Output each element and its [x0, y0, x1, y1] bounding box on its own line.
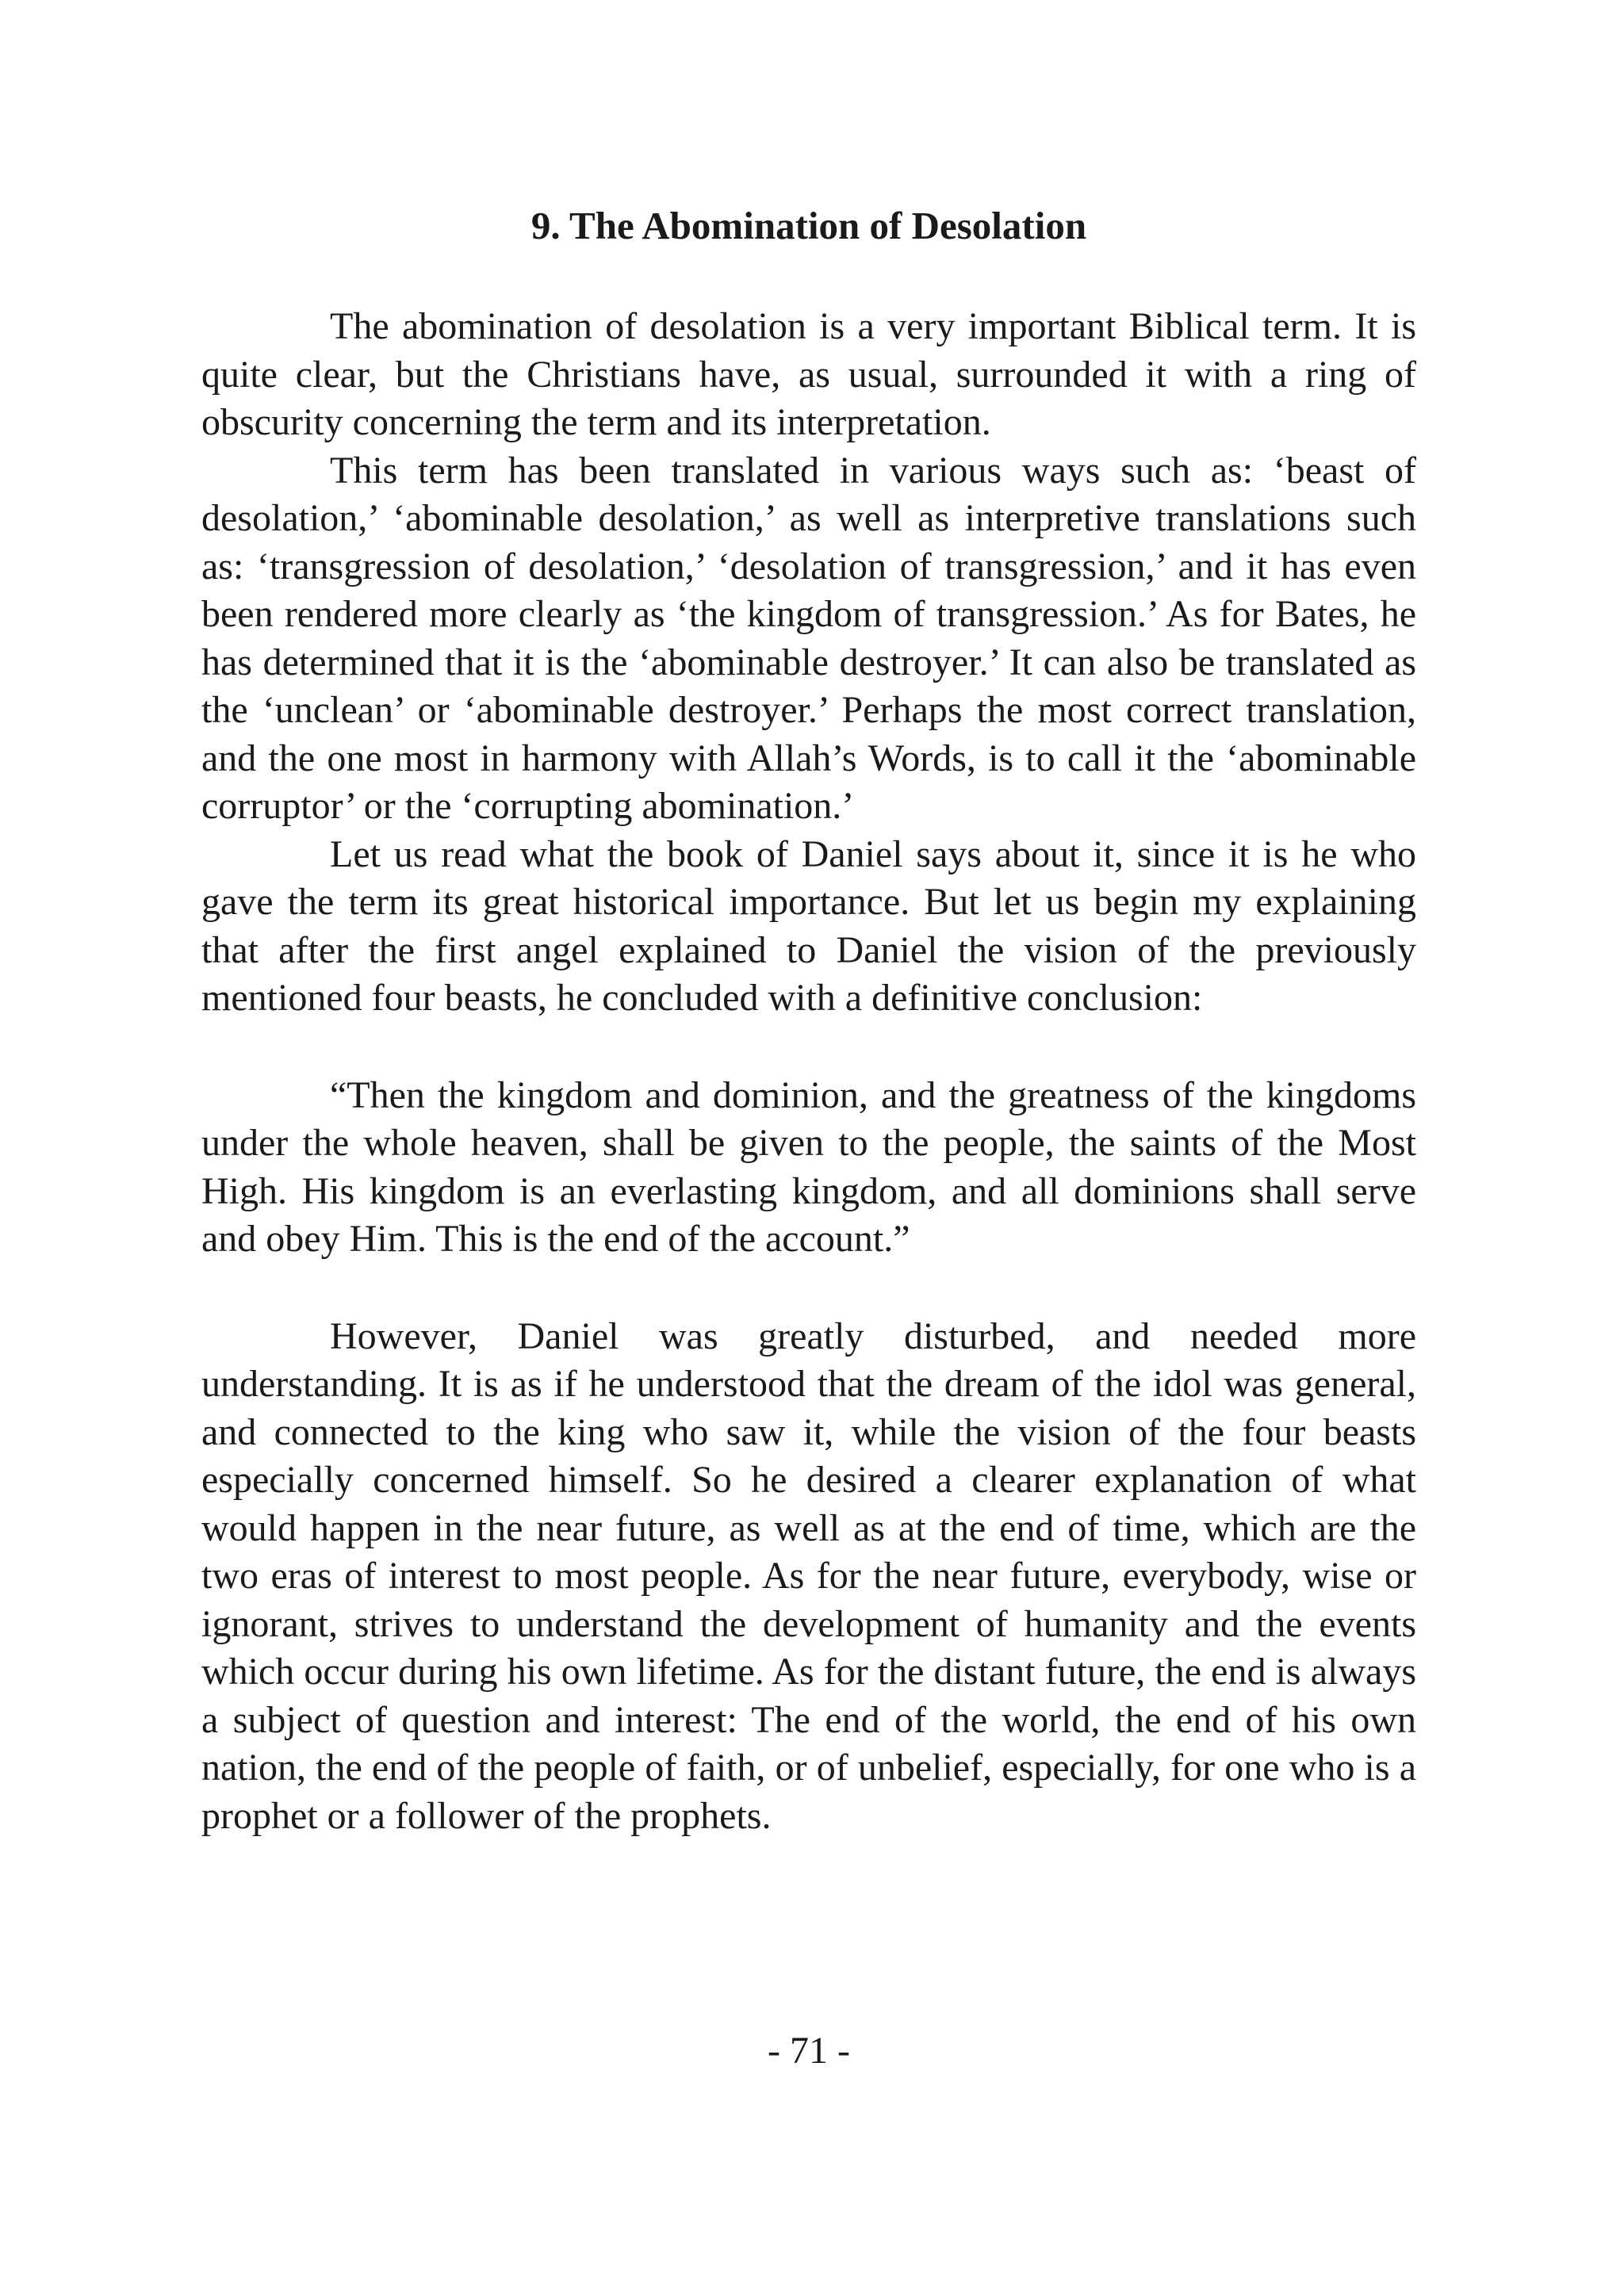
block-quote: “Then the kingdom and dominion, and the greatness of the kingdoms under the whole heaven, shall be given to the people, the saints of the Most High. His kingdom is an everlasting kingdom, and all dominions shall serve and obey Him. This is the end of the account.”: [201, 1073, 1416, 1260]
page-title: 9. The Abomination of Desolation: [530, 204, 1087, 247]
body-text: [201, 303, 1416, 1840]
page-number: - 71 -: [768, 2030, 850, 2072]
paragraph-daniel: Let us read what the book of Daniel says about it, since it is he who gave the term its great historical importance. But let us begin my explaining that after the first angel explained to Daniel the vision of the previously mentioned four beasts, he concluded with a definitive conclusion:: [201, 832, 1416, 1019]
paragraph-closing: However, Daniel was greatly disturbed, and needed more understanding. It is as if he understood that the dream of the idol was general, and connected to the king who saw it, while the vision of the four beasts especially concerned himself. So he desired a clearer explanation of what would happen in the near future, as well as at the end of time, which are the two eras of interest to most people. As for the near future, everybody, wise or ignorant, strives to understand the development of humanity and the events which occur during his own lifetime. As for the distant future, the end is always a subject of question and interest: The end of the world, the end of his own nation, the end of the people of faith, or of unbelief, especially, for one who is a prophet or a follower of the prophets.: [201, 1314, 1416, 1837]
paragraph-translations: This term has been translated in various ways such as: ‘beast of desolation,’ ‘abominable desolation,’ as well as interpretive translations such as: ‘transgression of desolation,’ ‘desolation of transgression,’ and it has even been rendered more clearly as ‘the kingdom of transgression.’ As for Bates, he has determined that it is the ‘abominable destroyer.’ It can also be translated as the ‘unclean’ or ‘abominable destroyer.’ Perhaps the most correct translation, and the one most in harmony with Allah’s Words, is to call it the ‘abominable corruptor’ or the ‘corrupting abomination.’: [201, 449, 1416, 827]
paragraph-intro: The abomination of desolation is a very important Biblical term. It is quite clear, but the Christians have, as usual, surrounded it with a ring of obscurity concerning the term and its interpretation.: [201, 305, 1416, 443]
